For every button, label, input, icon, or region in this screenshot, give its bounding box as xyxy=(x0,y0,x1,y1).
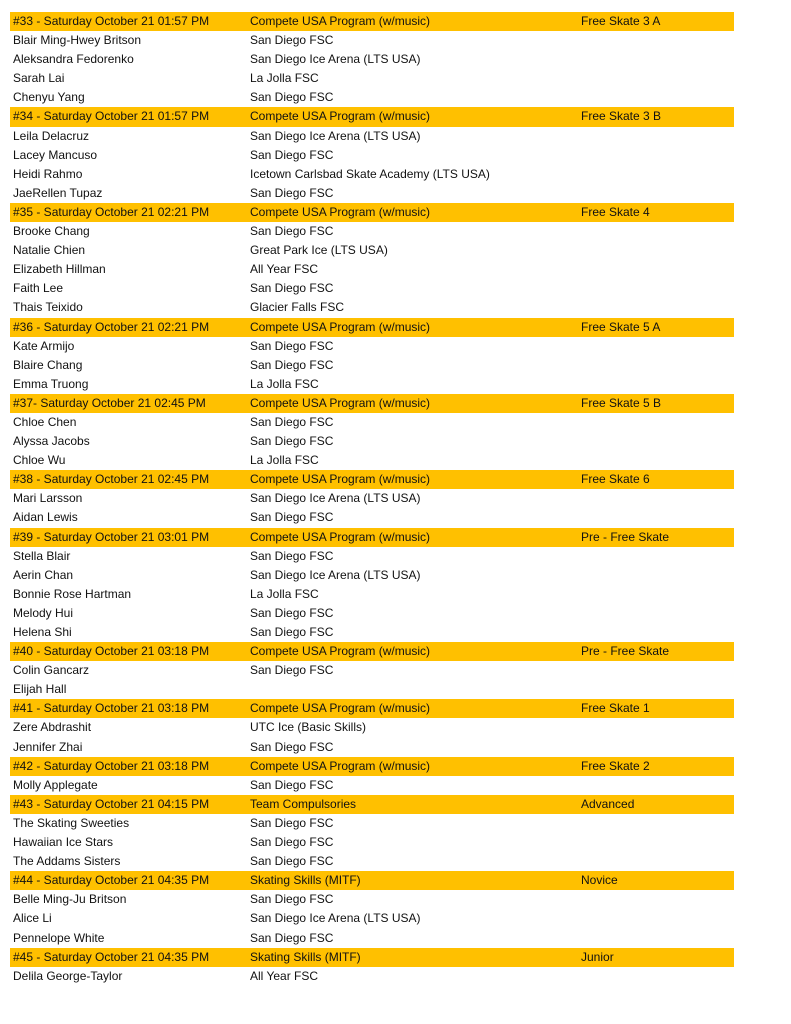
skater-row xyxy=(10,661,734,680)
skater-row xyxy=(10,604,734,623)
skater-name: Brooke Chang xyxy=(13,224,90,239)
skater-name: Colin Gancarz xyxy=(13,663,90,678)
skater-name: The Skating Sweeties xyxy=(13,815,130,830)
event-level: Free Skate 3 A xyxy=(581,14,661,28)
skater-row xyxy=(10,967,734,986)
event-header-row xyxy=(10,642,734,661)
skater-name: Chenyu Yang xyxy=(13,90,85,105)
skater-name: Aerin Chan xyxy=(13,567,74,582)
skater-row xyxy=(10,508,734,527)
skater-name: Chloe Wu xyxy=(13,453,66,468)
event-level: Pre - Free Skate xyxy=(581,529,670,544)
skater-name: Blaire Chang xyxy=(13,357,83,372)
skater-row xyxy=(10,279,734,298)
skater-club: All Year FSC xyxy=(250,262,319,277)
skater-row xyxy=(10,814,734,833)
event-schedule xyxy=(10,12,734,986)
skater-row xyxy=(10,451,734,470)
event-number: #42 - Saturday October 21 03:18 PM xyxy=(13,758,210,773)
skater-name: Elizabeth Hillman xyxy=(13,262,106,277)
skater-club: San Diego FSC xyxy=(250,777,334,792)
skater-row xyxy=(10,623,734,642)
event-program: Compete USA Program (w/music) xyxy=(250,319,431,334)
event-number: #40 - Saturday October 21 03:18 PM xyxy=(13,644,210,659)
event-header-row xyxy=(10,757,734,776)
skater-club: San Diego FSC xyxy=(250,281,334,296)
skater-row xyxy=(10,776,734,795)
skater-name: Kate Armijo xyxy=(13,338,75,353)
skater-row xyxy=(10,146,734,165)
skater-row xyxy=(10,432,734,451)
event-program: Compete USA Program (w/music) xyxy=(250,109,431,124)
event-header-row xyxy=(10,470,734,489)
event-program: Compete USA Program (w/music) xyxy=(250,644,431,659)
skater-name: Hawaiian Ice Stars xyxy=(13,835,114,850)
skater-row xyxy=(10,31,734,50)
event-level: Pre - Free Skate xyxy=(581,644,670,659)
skater-row xyxy=(10,890,734,909)
skater-name: Stella Blair xyxy=(13,548,71,563)
skater-club: San Diego FSC xyxy=(250,930,334,945)
skater-club: San Diego FSC xyxy=(250,548,334,563)
skater-club: San Diego FSC xyxy=(250,625,334,639)
event-header-row xyxy=(10,948,734,967)
skater-row xyxy=(10,566,734,585)
skater-row xyxy=(10,184,734,203)
skater-row xyxy=(10,547,734,566)
skater-club: Glacier Falls FSC xyxy=(250,300,345,315)
event-program: Compete USA Program (w/music) xyxy=(250,14,431,28)
skater-club: San Diego Ice Arena (LTS USA) xyxy=(250,491,421,506)
skater-row xyxy=(10,165,734,184)
skater-club: San Diego FSC xyxy=(250,338,334,353)
skater-name: Lacey Mancuso xyxy=(13,147,98,162)
event-number: #39 - Saturday October 21 03:01 PM xyxy=(13,529,210,544)
skater-name: Elijah Hall xyxy=(13,682,67,697)
skater-name: Heidi Rahmo xyxy=(13,166,83,181)
skater-name: Delila George-Taylor xyxy=(13,968,123,983)
skater-row xyxy=(10,50,734,69)
skater-row xyxy=(10,833,734,852)
event-header-row xyxy=(10,203,734,222)
event-header-row xyxy=(10,12,734,31)
skater-row xyxy=(10,241,734,260)
skater-club: San Diego FSC xyxy=(250,33,334,48)
event-level: Free Skate 2 xyxy=(581,758,650,773)
event-header-row xyxy=(10,394,734,413)
skater-club: Icetown Carlsbad Skate Academy (LTS USA) xyxy=(250,166,490,181)
skater-row xyxy=(10,718,734,737)
skater-row xyxy=(10,298,734,317)
skater-name: Melody Hui xyxy=(13,605,74,620)
event-level: Free Skate 4 xyxy=(581,204,650,219)
skater-row xyxy=(10,69,734,88)
event-level: Novice xyxy=(581,873,618,888)
skater-row xyxy=(10,222,734,241)
skater-name: Sarah Lai xyxy=(13,71,65,86)
skater-name: Alice Li xyxy=(13,911,52,926)
skater-club: Great Park Ice (LTS USA) xyxy=(250,243,388,258)
skater-club: La Jolla FSC xyxy=(250,376,319,391)
event-header-row xyxy=(10,107,734,126)
skater-row xyxy=(10,909,734,928)
skater-name: Natalie Chien xyxy=(13,243,86,258)
skater-row xyxy=(10,585,734,604)
skater-row xyxy=(10,680,734,699)
skater-name: Belle Ming-Ju Britson xyxy=(13,892,127,907)
skater-club: San Diego FSC xyxy=(250,90,334,105)
skater-club: San Diego FSC xyxy=(250,854,334,869)
skater-name: Pennelope White xyxy=(13,930,105,945)
event-number: #34 - Saturday October 21 01:57 PM xyxy=(13,109,210,124)
event-number: #37- Saturday October 21 02:45 PM xyxy=(13,395,206,410)
skater-name: JaeRellen Tupaz xyxy=(13,185,103,200)
skater-name: Blair Ming-Hwey Britson xyxy=(13,33,142,48)
skater-row xyxy=(10,127,734,146)
skater-club: San Diego FSC xyxy=(250,414,334,429)
event-number: #35 - Saturday October 21 02:21 PM xyxy=(13,204,210,219)
skater-club: San Diego FSC xyxy=(250,185,334,200)
skater-name: Aidan Lewis xyxy=(13,510,78,525)
event-program: Compete USA Program (w/music) xyxy=(250,472,431,487)
event-program: Compete USA Program (w/music) xyxy=(250,395,431,410)
skater-name: Emma Truong xyxy=(13,376,89,391)
event-program: Skating Skills (MITF) xyxy=(250,949,361,964)
event-program: Compete USA Program (w/music) xyxy=(250,204,431,219)
skater-club: San Diego FSC xyxy=(250,224,334,239)
event-level: Free Skate 3 B xyxy=(581,109,662,124)
event-program: Compete USA Program (w/music) xyxy=(250,529,431,544)
skater-club: San Diego Ice Arena (LTS USA) xyxy=(250,52,421,67)
skater-row xyxy=(10,260,734,279)
event-number: #36 - Saturday October 21 02:21 PM xyxy=(13,319,210,334)
skater-club: La Jolla FSC xyxy=(250,586,319,601)
skater-club: San Diego FSC xyxy=(250,357,334,372)
skater-name: Jennifer Zhai xyxy=(13,739,83,754)
event-number: #41 - Saturday October 21 03:18 PM xyxy=(13,701,210,716)
event-level: Free Skate 1 xyxy=(581,701,650,716)
event-number: #43 - Saturday October 21 04:15 PM xyxy=(13,796,210,811)
skater-club: La Jolla FSC xyxy=(250,71,319,86)
event-level: Free Skate 6 xyxy=(581,472,650,487)
skater-name: Mari Larsson xyxy=(13,491,83,506)
skater-name: Faith Lee xyxy=(13,281,64,296)
skater-name: Molly Applegate xyxy=(13,777,98,792)
event-header-row xyxy=(10,871,734,890)
skater-row xyxy=(10,929,734,948)
skater-row xyxy=(10,88,734,107)
skater-club: San Diego Ice Arena (LTS USA) xyxy=(250,128,421,143)
skater-club: San Diego FSC xyxy=(250,434,334,449)
event-level: Free Skate 5 A xyxy=(581,319,661,334)
skater-club: San Diego FSC xyxy=(250,605,334,620)
skater-club: San Diego FSC xyxy=(250,147,334,162)
event-number: #45 - Saturday October 21 04:35 PM xyxy=(13,949,210,964)
skater-name: Bonnie Rose Hartman xyxy=(13,586,132,601)
skater-name: The Addams Sisters xyxy=(13,854,121,869)
event-program: Skating Skills (MITF) xyxy=(250,873,361,888)
skater-club: All Year FSC xyxy=(250,968,319,983)
skater-row xyxy=(10,738,734,757)
event-header-row xyxy=(10,318,734,337)
event-program: Compete USA Program (w/music) xyxy=(250,758,431,773)
skater-name: Helena Shi xyxy=(13,625,72,639)
event-number: #44 - Saturday October 21 04:35 PM xyxy=(13,873,210,888)
skater-club: San Diego FSC xyxy=(250,835,334,850)
skater-row xyxy=(10,356,734,375)
skater-row xyxy=(10,489,734,508)
skater-club: San Diego FSC xyxy=(250,892,334,907)
skater-name: Aleksandra Fedorenko xyxy=(13,52,134,67)
event-level: Junior xyxy=(581,949,614,964)
skater-name: Alyssa Jacobs xyxy=(13,434,90,449)
skater-club: San Diego Ice Arena (LTS USA) xyxy=(250,567,421,582)
skater-name: Thais Teixido xyxy=(13,300,83,315)
skater-name: Zere Abdrashit xyxy=(13,720,92,735)
skater-club: San Diego FSC xyxy=(250,739,334,754)
skater-row xyxy=(10,852,734,871)
event-header-row xyxy=(10,528,734,547)
event-header-row xyxy=(10,795,734,814)
skater-name: Chloe Chen xyxy=(13,414,77,429)
skater-club: UTC Ice (Basic Skills) xyxy=(250,720,367,735)
event-program: Compete USA Program (w/music) xyxy=(250,701,431,716)
event-program: Team Compulsories xyxy=(250,796,357,811)
skater-club: San Diego FSC xyxy=(250,663,334,678)
skater-club: San Diego Ice Arena (LTS USA) xyxy=(250,911,421,926)
event-number: #33 - Saturday October 21 01:57 PM xyxy=(13,14,210,28)
skater-name: Leila Delacruz xyxy=(13,128,90,143)
event-number: #38 - Saturday October 21 02:45 PM xyxy=(13,472,210,487)
skater-club: San Diego FSC xyxy=(250,815,334,830)
skater-club: La Jolla FSC xyxy=(250,453,319,468)
event-header-row xyxy=(10,699,734,718)
skater-row xyxy=(10,413,734,432)
skater-club: San Diego FSC xyxy=(250,510,334,525)
event-level: Free Skate 5 B xyxy=(581,395,662,410)
skater-row xyxy=(10,337,734,356)
skater-row xyxy=(10,375,734,394)
event-level: Advanced xyxy=(581,796,635,811)
